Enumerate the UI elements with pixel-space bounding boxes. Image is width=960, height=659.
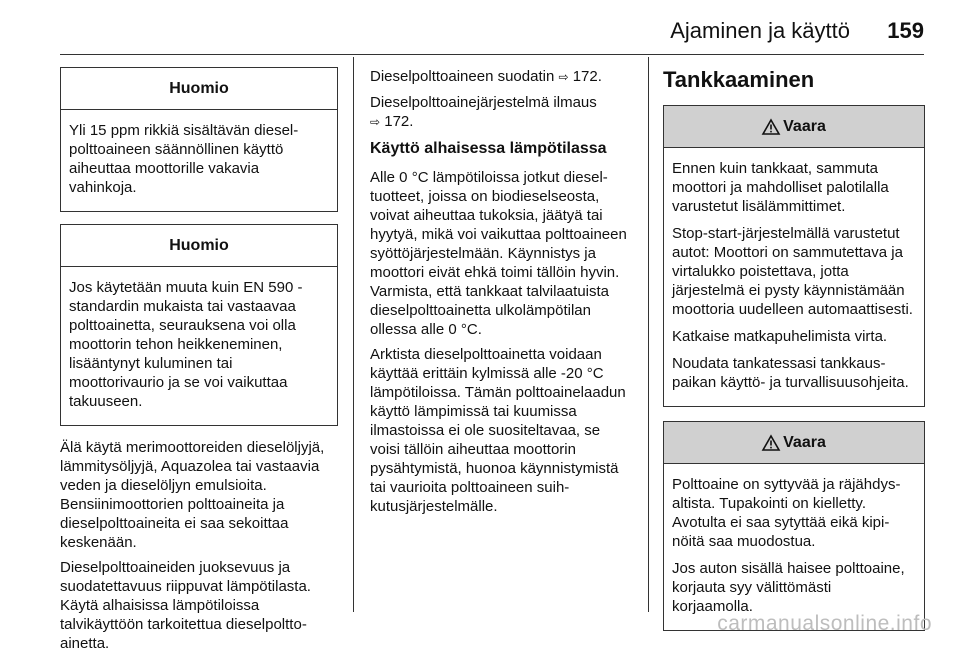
warning-text: Polttoaine on syttyvää ja räjähdysaltista. Tupakointi on kielletty. Avotulta ei saa sytyttää eikä kipinöitä saa muodostua.: [672, 476, 901, 550]
header-divider: [60, 54, 924, 55]
body-paragraph: Älä käytä merimoottoreiden dieselöljyjä, lämmitysöljyjä, Aquazolea tai vastaavia veden ja dieselöljyn emulsioita. Bensiinimoottorien polttoaineita ja dieselpolttoaineita ei saa sekoittaa keskenään.: [60, 439, 325, 551]
arrow-right-icon: ⇨: [370, 115, 381, 129]
arrow-right-icon: ⇨: [558, 70, 569, 84]
column-divider: [353, 57, 354, 612]
notice-text: Jos käytetään muuta kuin EN 590 -standardin mukaista tai vastaavaa polttoainetta, seurauksena voi olla moottorin tehon heikkeneminen, lisääntynyt kuluminen tai moottorivaurio ja se voi vaikuttaa takuuseen.: [69, 279, 303, 410]
warning-heading: [664, 422, 924, 464]
column-left: [60, 67, 338, 659]
warning-text: Stop-start-järjestelmällä varustetut autot: Moottori on sammutettava ja virtalukko poistettava, jotta järjestelmä ei pysty käynnistämään moottoria uudelleen automaattisesti.: [672, 225, 913, 318]
cross-reference[interactable]: [370, 93, 632, 132]
cross-reference-text: Dieselpolttoaineen suodatin: [370, 68, 555, 85]
warning-box: [663, 105, 925, 407]
notice-heading: Huomio: [61, 68, 337, 110]
column-middle: [370, 67, 632, 522]
column-right: [663, 67, 925, 631]
warning-heading-text: Vaara: [783, 433, 826, 451]
subsection-heading: Käyttö alhaisessa lämpötilassa: [370, 140, 607, 157]
warning-heading-text: Vaara: [783, 117, 826, 135]
warning-heading: [664, 106, 924, 148]
body-paragraph: Dieselpolttoaineiden juoksevuus ja suodatettavuus riippuvat lämpötilasta. Käytä alhaisissa lämpötiloissa talvikäyttöön tarkoitettua dieselpolttoainetta.: [60, 559, 311, 652]
warning-text: Katkaise matkapuhelimista virta.: [672, 328, 888, 345]
cross-reference-text: Dieselpolttoainejärjestelmä ilmaus: [370, 94, 597, 111]
warning-box: [663, 421, 925, 631]
column-divider: [648, 57, 649, 612]
warning-text: Noudata tankatessasi tankkauspaikan käyttö- ja turvallisuusohjeita.: [672, 355, 909, 391]
body-paragraph: Arktista dieselpolttoainetta voidaan käyttää erittäin kylmissä alle -20 °C lämpötiloissa. Tämän polttoainelaadun käyttö lämpimissä tai kuumissa ilmastoissa ei ole suositeltavaa, se voisi tällöin aiheuttaa moottorin pysähtymistä, huonoa käynnistymistä tai vaurioita polttoaineen suihkutusjärjestelmälle.: [370, 346, 626, 515]
body-paragraph: Alle 0 °C lämpötiloissa jotkut dieseltuotteet, joissa on biodieselseosta, voivat aiheuttaa tukoksia, jäätyä tai hyytyä, mikä voi vaikuttaa polttoaineen syöttöjärjestelmään. Käynnistys ja moottori eivät ehkä toimi tällöin hyvin. Varmista, että tankkaat talvilaatuista dieselpolttoainetta ulkolämpötilan ollessa alle 0 °C.: [370, 169, 627, 338]
cross-reference-page: 172.: [384, 113, 414, 130]
warning-triangle-icon: [762, 119, 780, 135]
section-heading: Tankkaaminen: [663, 67, 815, 92]
notice-box: [60, 67, 338, 212]
watermark: carmanualsonline.info: [717, 612, 932, 635]
warning-text: Ennen kuin tankkaat, sammuta moottori ja mahdolliset palotilalla varustetut lisälämmittimet.: [672, 160, 889, 215]
notice-box: [60, 224, 338, 426]
section-title: Ajaminen ja käyttö: [670, 18, 850, 43]
cross-reference[interactable]: [370, 67, 632, 87]
cross-reference-page: 172.: [572, 68, 602, 85]
page-number: 159: [887, 18, 924, 43]
notice-text: Yli 15 ppm rikkiä sisältävän dieselpolttoaineen säännöllinen käyttö aiheuttaa moottorille vakavia vahinkoja.: [69, 122, 299, 196]
page-header: [0, 10, 960, 54]
warning-triangle-icon: [762, 435, 780, 451]
warning-text: Jos auton sisällä haisee polttoaine, korjauta syy välittömästi korjaamolla.: [672, 560, 905, 615]
notice-heading: Huomio: [61, 225, 337, 267]
